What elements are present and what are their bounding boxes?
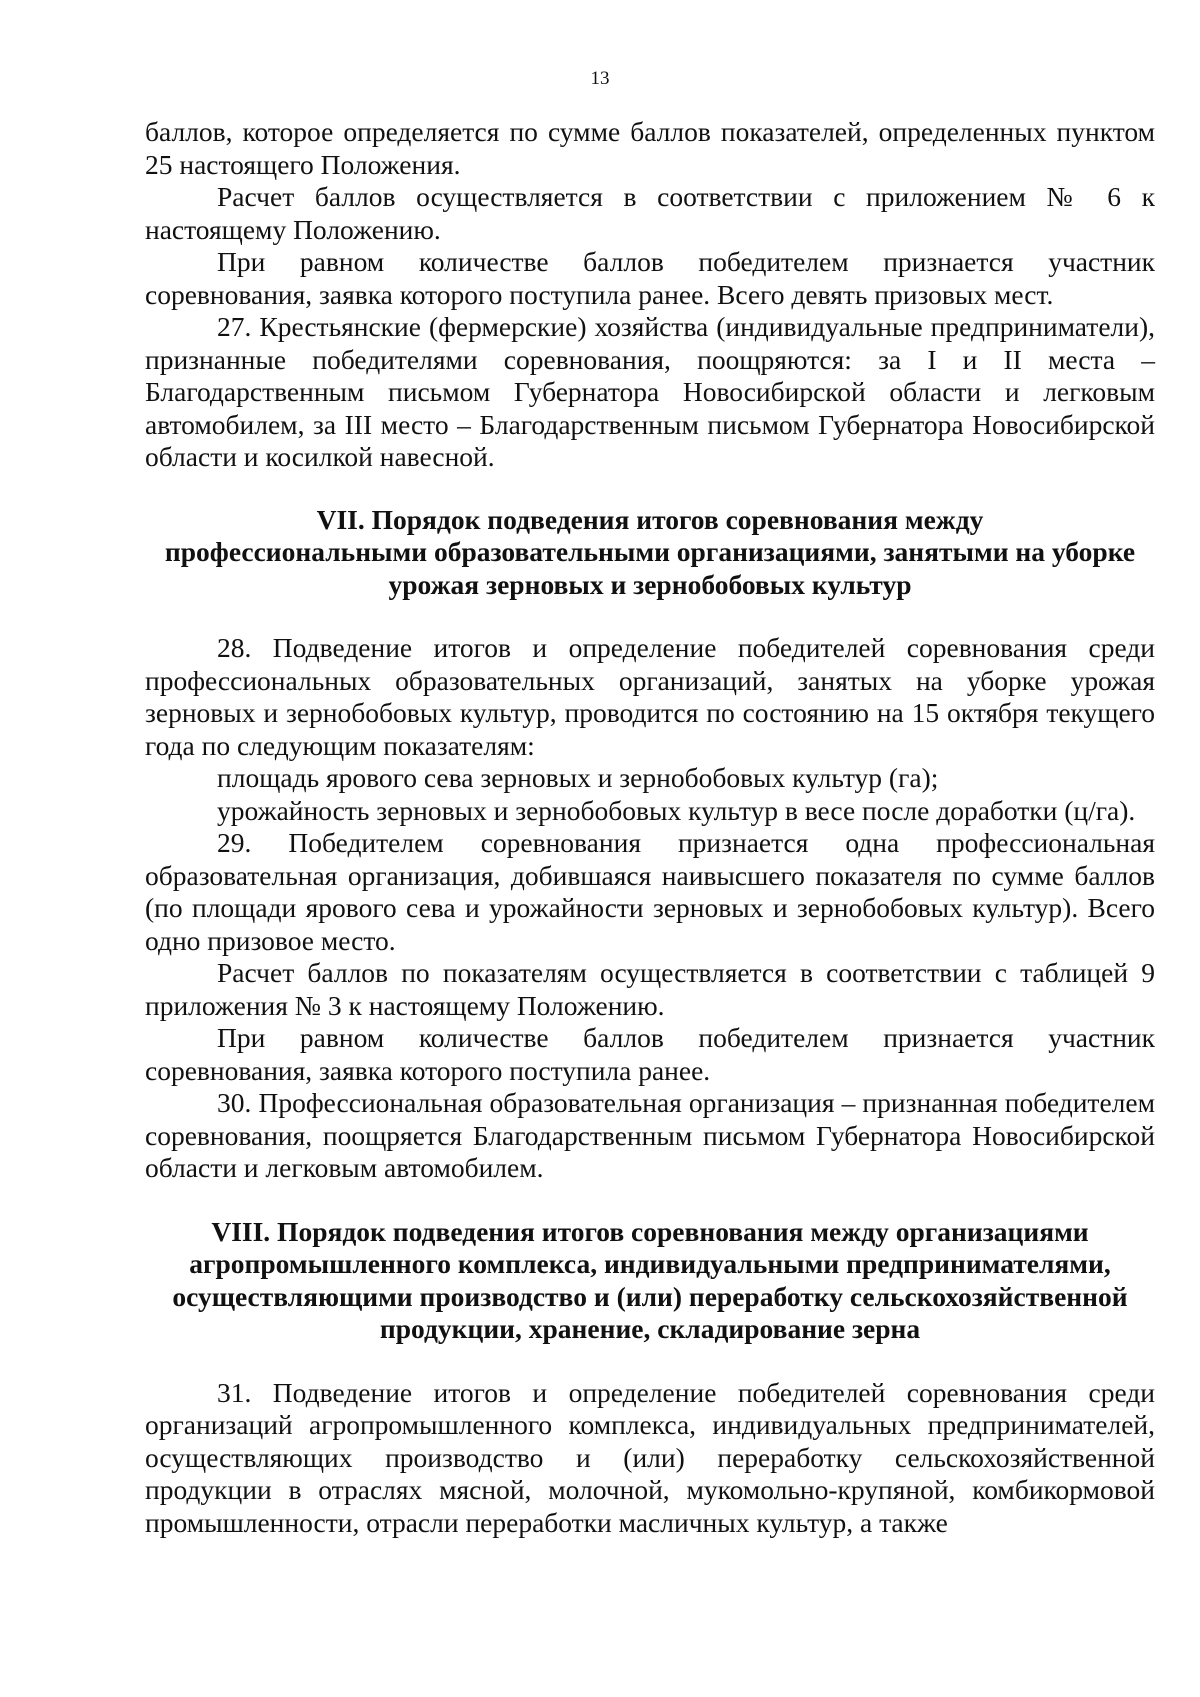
paragraph-31: 31. Подведение итогов и определение победителей соревнования среди организаций агропромышленного комплекса, индивидуальных предпринимателей, осуществляющих производство и (или) переработку сельскохозяйственной продукции в отраслях мясной, молочной, мукомольно-крупяной, комбикормовой промышленности, отрасли переработки масличных культур, а также xyxy=(145,1376,1155,1538)
paragraph-calc-table-9: Расчет баллов по показателям осуществляется в соответствии с таблицей 9 приложения № 3 к настоящему Положению. xyxy=(145,957,1155,1021)
page-number: 13 xyxy=(590,68,610,89)
paragraph-30: 30. Профессиональная образовательная организация – признанная победителем соревнования, поощряется Благодарственным письмом Губернатора Новосибирской области и легковым автомобилем. xyxy=(145,1087,1155,1183)
section-8-heading xyxy=(145,1216,1155,1346)
indicator-yield: урожайность зерновых и зернобобовых культур в весе после доработки (ц/га). xyxy=(217,794,1136,826)
section-8-title-line-4: продукции, хранение, складирование зерна xyxy=(379,1313,921,1344)
section-7-title-line-2: профессиональными образовательными организациями, занятыми на уборке xyxy=(164,536,1136,567)
paragraph-continuation: баллов, которое определяется по сумме баллов показателей, определенных пунктом 25 настоящего Положения. xyxy=(145,116,1155,180)
paragraph-27: 27. Крестьянские (фермерские) хозяйства (индивидуальные предприниматели), признанные победителями соревнования, поощряются: за I и II места – Благодарственным письмом Губернатора Новосибирской области и легковым автомобилем, за III место – Благодарственным письмом Губернатора Новосибирской области и косилкой навесной. xyxy=(145,311,1155,472)
section-8-title-line-2: агропромышленного комплекса, индивидуальными предпринимателями, xyxy=(189,1248,1111,1279)
section-7-title-line-3: урожая зерновых и зернобобовых культур xyxy=(388,568,912,600)
paragraph-equal-points-2: При равном количестве баллов победителем признается участник соревнования, заявка которого поступила ранее. xyxy=(145,1022,1155,1086)
section-8-title-line-1: VIII. Порядок подведения итогов соревнования между организациями xyxy=(211,1215,1089,1247)
paragraph-29: 29. Победителем соревнования признается одна профессиональная образовательная организация, добившаяся наивысшего показателя по сумме баллов (по площади ярового сева и урожайности зерновых и зернобобовых культур). Всего одно призовое место. xyxy=(145,827,1155,956)
section-7-heading xyxy=(145,504,1155,602)
document-body xyxy=(145,116,1155,1539)
indicator-sowing-area: площадь ярового сева зерновых и зернобобовых культур (га); xyxy=(217,762,939,793)
paragraph-equal-points: При равном количестве баллов победителем признается участник соревнования, заявка которого поступила ранее. Всего девять призовых мест. xyxy=(145,246,1155,310)
section-8-title-line-3: осуществляющими производство и (или) переработку сельскохозяйственной xyxy=(172,1280,1128,1312)
paragraph-28: 28. Подведение итогов и определение победителей соревнования среди профессиональных образовательных организаций, занятых на уборке урожая зерновых и зернобобовых культур, проводится по состоянию на 15 октября текущего года по следующим показателям: xyxy=(145,632,1155,761)
paragraph-points-calculation: Расчет баллов осуществляется в соответствии с приложением № 6 к настоящему Положению. xyxy=(145,181,1155,245)
section-7-title-line-1: VII. Порядок подведения итогов соревнования между xyxy=(316,503,984,535)
